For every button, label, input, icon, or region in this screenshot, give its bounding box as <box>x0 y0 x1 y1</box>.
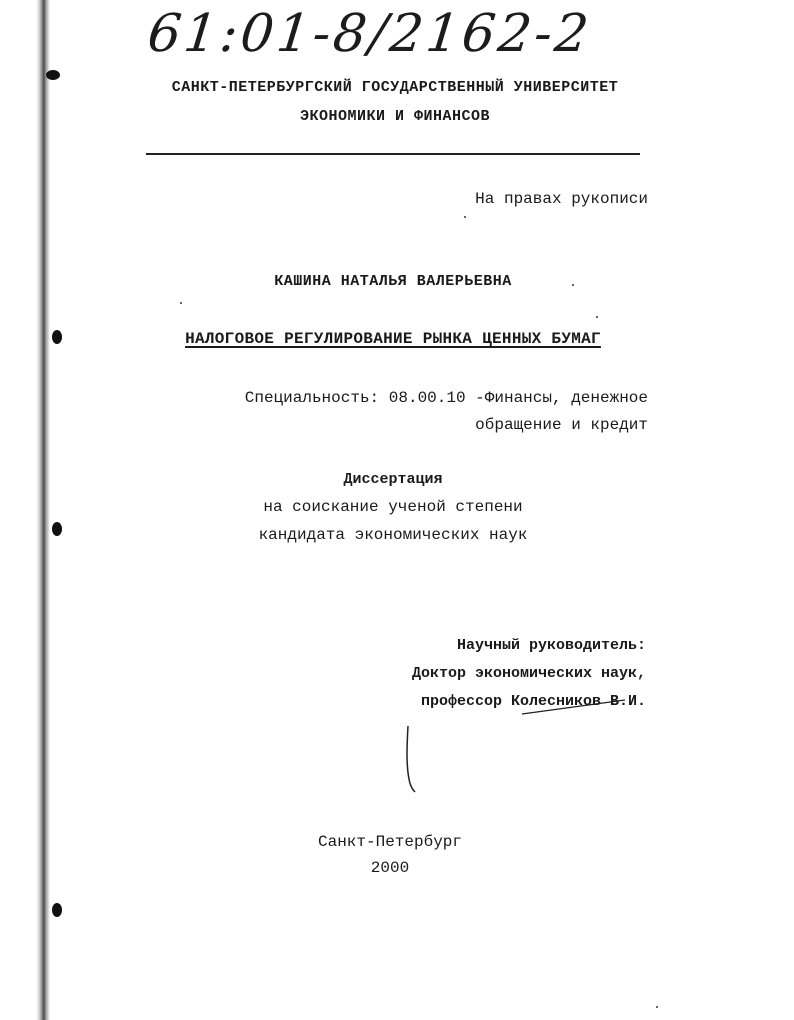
dissertation-heading: Диссертация <box>343 471 443 488</box>
specialty-line2: обращение и кредит <box>475 416 648 434</box>
author-name: КАШИНА НАТАЛЬЯ ВАЛЕРЬЕВНА <box>274 273 512 290</box>
specialty-line1: Специальность: 08.00.10 -Финансы, денежное <box>244 389 648 407</box>
binding-hole-mark <box>46 70 60 80</box>
dissertation-title: НАЛОГОВОЕ РЕГУЛИРОВАНИЕ РЫНКА ЦЕННЫХ БУМАГ <box>185 330 601 348</box>
supervisor-heading: Научный руководитель: <box>456 637 646 654</box>
handwritten-archive-code: 61:01-8/2162-2 <box>144 4 595 64</box>
binding-hole-mark <box>52 903 62 917</box>
header-divider <box>146 153 640 155</box>
degree-line2: кандидата экономических наук <box>258 526 528 544</box>
scan-speck <box>572 284 574 286</box>
degree-line1: на соискание ученой степени <box>263 498 523 516</box>
signature-stroke <box>520 694 630 718</box>
university-name-line2: ЭКОНОМИКИ И ФИНАНСОВ <box>299 108 491 125</box>
scan-binding-edge <box>36 0 50 1020</box>
scan-speck <box>464 216 466 218</box>
handwritten-signature-mark <box>402 724 418 794</box>
university-name-line1: САНКТ-ПЕТЕРБУРГСКИЙ ГОСУДАРСТВЕННЫЙ УНИВЕРСИТЕТ <box>171 79 619 96</box>
supervisor-degree: Доктор экономических наук, <box>411 665 646 682</box>
rights-note: На правах рукописи <box>475 190 648 208</box>
supervisor-name: профессор Колесников В.И. <box>420 693 646 710</box>
scan-speck <box>656 1006 658 1008</box>
city: Санкт-Петербург <box>317 833 463 851</box>
binding-hole-mark <box>52 330 62 344</box>
scan-speck <box>596 316 598 318</box>
year: 2000 <box>370 859 410 877</box>
binding-hole-mark <box>52 522 62 536</box>
scan-speck <box>180 302 182 304</box>
